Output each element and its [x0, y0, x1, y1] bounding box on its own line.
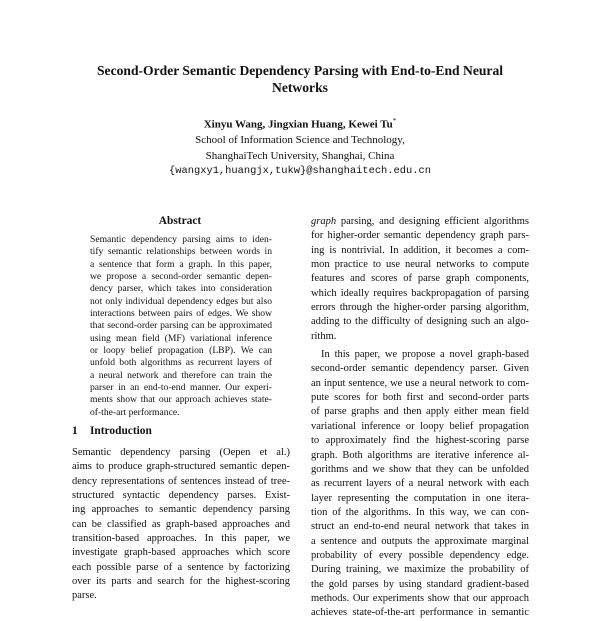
- right-paragraph-1: [311, 229, 529, 344]
- intro-line: aims to produce graph-structured semantic depen-: [72, 461, 290, 473]
- intro-line: structured syntactic dependency parses. Exist-: [72, 490, 290, 502]
- author-footnote-mark: *: [392, 117, 397, 125]
- abstract-line: unfold both algorithms as recurrent layers of: [90, 357, 272, 369]
- right-column-line: In this paper, we propose a novel graph-based: [321, 349, 529, 361]
- right-column-line: methods. Our experiments show that our approach: [311, 592, 529, 604]
- right-column-line: second-order semantic dependency parser. Given: [311, 363, 529, 375]
- abstract-heading: Abstract: [158, 215, 202, 227]
- right-column-line: variational inference or loopy belief propagation: [311, 420, 529, 432]
- right-column-line: mon practice to use neural networks to compute: [311, 259, 529, 271]
- right-paragraph-2: [311, 348, 529, 621]
- right-column-line: of parse graphs and then apply either mean field: [311, 406, 529, 418]
- right-column-line: During training, we maximize the probability of: [311, 564, 529, 576]
- right-column-line: gorithms and we show that they can be unfolded: [311, 463, 529, 475]
- abstract-line: of-the-art performance.: [90, 406, 180, 418]
- right-column-line: a sentence and outputs the approximate marginal: [311, 535, 529, 547]
- intro-line: over its parts and search for the highest-scoring: [72, 576, 290, 588]
- right-column-line: adding to the difficulty of designing such an algo-: [311, 316, 529, 328]
- italic-word: graph: [311, 216, 337, 227]
- abstract-line: a sentence that form a graph. In this paper,: [90, 258, 272, 270]
- right-column-text: [311, 215, 529, 621]
- abstract-line: or loopy belief propagation (LBP). We can: [90, 345, 272, 357]
- right-column-line: graph. Both algorithms are iterative inference al-: [311, 449, 529, 461]
- abstract-text: [90, 234, 272, 419]
- right-column-line: features and scores of parse graph components,: [311, 273, 529, 285]
- right-column-line: [311, 215, 529, 229]
- right-column-line: achieves state-of-the-art performance in semantic: [311, 607, 529, 619]
- right-column-line: struct an end-to-end neural network that takes in: [311, 521, 529, 533]
- title-line-1: Second-Order Semantic Dependency Parsing with End-to-End Neural: [96, 63, 504, 78]
- right-column-line: ing is nontrivial. In addition, it becomes a com-: [311, 244, 529, 256]
- right-column-line: which ideally requires backpropagation of parsing: [311, 287, 529, 299]
- abstract-line: dency parser, which takes into consideration: [90, 283, 272, 295]
- author-names: [100, 114, 500, 133]
- right-column-line: for higher-order semantic dependency graph pars-: [311, 230, 529, 242]
- intro-line: can be classified as graph-based approaches and: [72, 518, 290, 530]
- abstract-line: not only individual dependency edges but also: [90, 295, 272, 307]
- abstract-line: we propose a second-order semantic depen-: [90, 271, 272, 283]
- title-line-2: Networks: [272, 80, 328, 95]
- abstract-line: using mean field (MF) variational inference: [90, 332, 272, 344]
- abstract-line: ments show that our approach achieves state-: [90, 394, 272, 406]
- intro-line: investigate graph-based approaches which score: [72, 547, 290, 559]
- author-block: [100, 114, 500, 180]
- abstract-line: parser in an end-to-end manner. Our experi-: [90, 382, 272, 394]
- right-column-line: errors through the higher-order parsing algorithm,: [311, 302, 529, 314]
- intro-line: transition-based approaches. In this paper, we: [72, 533, 290, 545]
- intro-line: ing approaches to semantic dependency parsing: [72, 504, 290, 516]
- affiliation-line-1: School of Information Science and Technology,: [195, 134, 405, 147]
- paper-title: [60, 62, 540, 96]
- right-column-line: probability of every possible dependency edge.: [311, 549, 529, 561]
- abstract-line: Semantic dependency parsing aims to iden-: [90, 234, 272, 245]
- intro-line: dency representations of sentences instead of tree-: [72, 475, 290, 487]
- line-text: parsing, and designing efficient algorithms: [336, 216, 529, 227]
- introduction-text: [72, 446, 290, 604]
- affiliation-line-2: ShanghaiTech University, Shanghai, China: [205, 149, 395, 162]
- abstract-line: that second-order parsing can be approximated: [90, 320, 272, 332]
- author-email: {wangxy1,huangjx,tukw}@shanghaitech.edu.cn: [169, 165, 431, 178]
- right-column-line: rithm.: [311, 330, 337, 342]
- right-column-line: tion of the algorithms. In this way, we can con-: [311, 506, 529, 518]
- section-heading-introduction: [72, 424, 152, 438]
- abstract-line: interactions between pairs of edges. We show: [90, 308, 272, 320]
- intro-line: each possible parse of a sentence by factorizing: [72, 561, 290, 573]
- intro-line: Semantic dependency parsing (Oepen et al.): [72, 447, 290, 458]
- intro-line: parse.: [72, 590, 97, 602]
- abstract-line: a neural network and therefore can train the: [90, 369, 272, 381]
- right-column-line: layer representing the computation in one itera-: [311, 492, 529, 504]
- right-column-line: as recurrent layers of a neural network with each: [311, 478, 529, 490]
- right-column-line: pute scores for both first and second-order parts: [311, 392, 529, 404]
- right-column-line: the gold parses by using standard gradient-based: [311, 578, 529, 590]
- right-column-line: to approximately find the highest-scoring parse: [311, 435, 529, 447]
- right-column-line: an input sentence, we use a neural network to com-: [311, 377, 529, 389]
- section-number: 1: [72, 425, 78, 437]
- abstract-line: tify semantic relationships between words in: [90, 246, 272, 258]
- author-list: Xinyu Wang, Jingxian Huang, Kewei Tu: [203, 118, 393, 131]
- section-title: Introduction: [90, 425, 152, 437]
